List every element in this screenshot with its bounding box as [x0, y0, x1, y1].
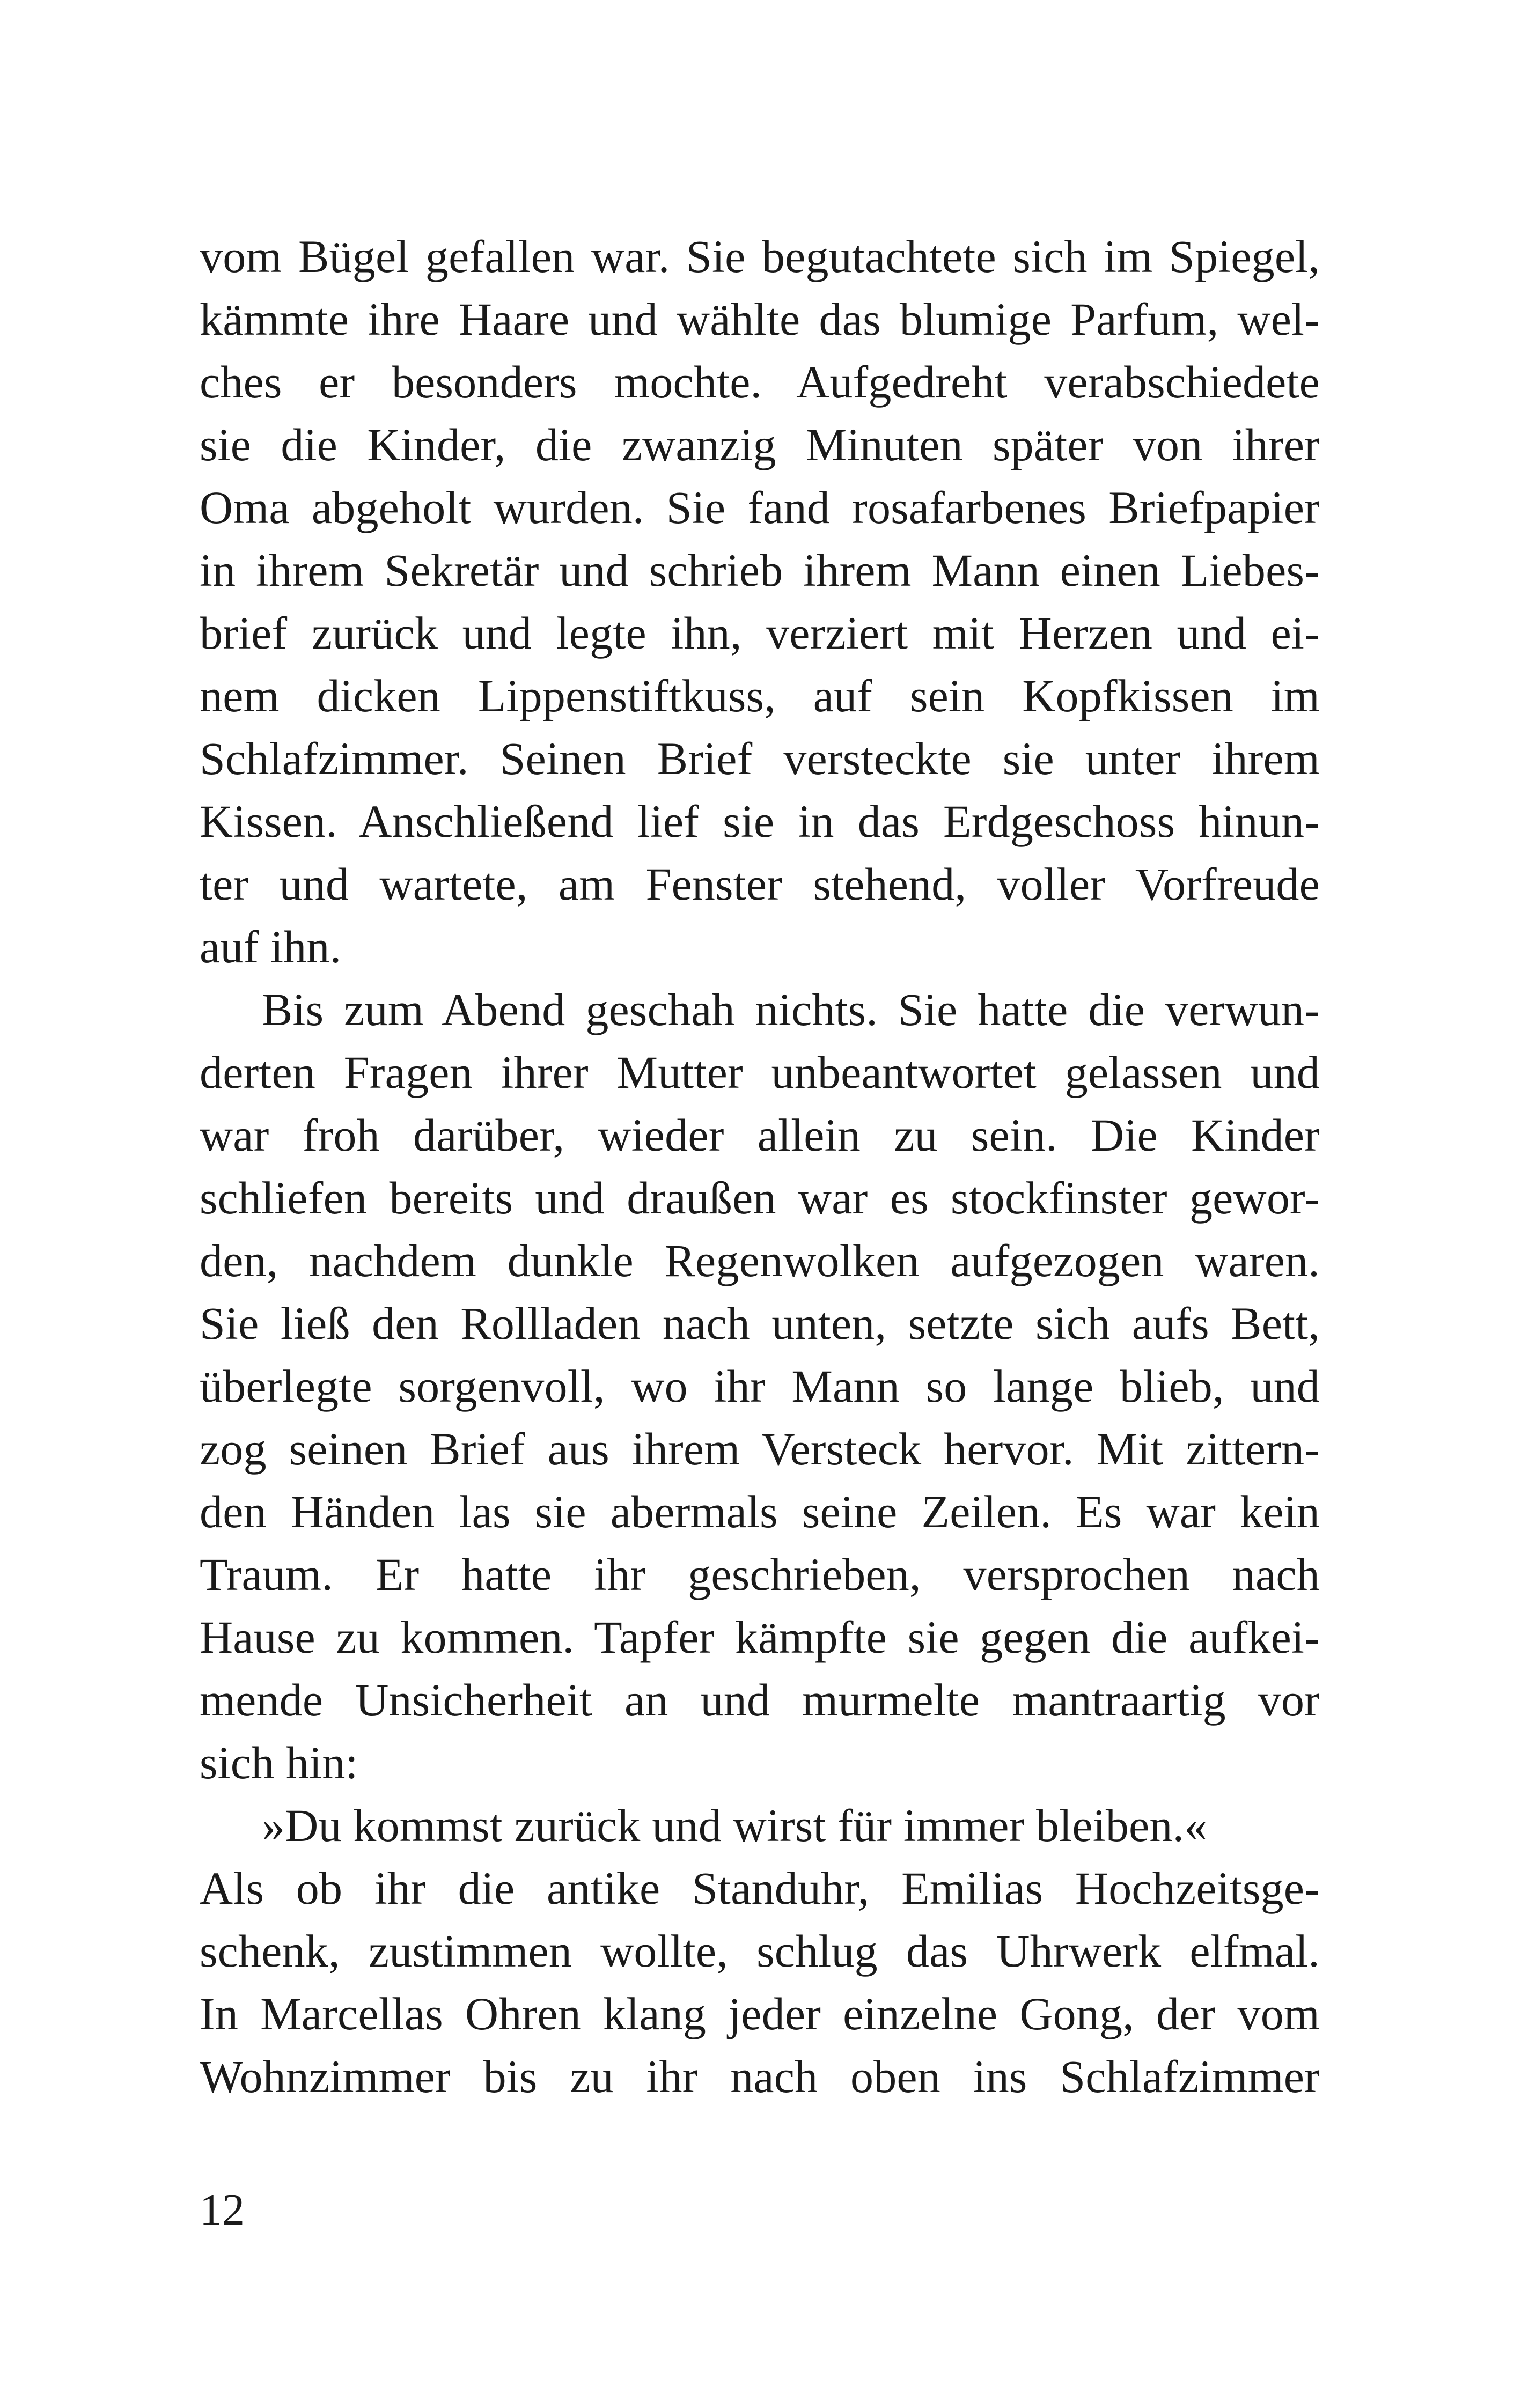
text-line: schenk, zustimmen wollte, schlug das Uhrwerk elfmal.	[200, 1925, 1320, 1977]
text-line: nem dicken Lippenstiftkuss, auf sein Kopfkissen im	[200, 670, 1320, 721]
text-line: ter und wartete, am Fenster stehend, voller Vorfreude	[200, 858, 1320, 910]
text-line: zog seinen Brief aus ihrem Versteck hervor. Mit zittern-	[200, 1423, 1320, 1475]
text-line: Traum. Er hatte ihr geschrieben, versprochen nach	[200, 1549, 1320, 1600]
text-line: war froh darüber, wieder allein zu sein. Die Kinder	[200, 1109, 1320, 1161]
text-line: überlegte sorgenvoll, wo ihr Mann so lange blieb, und	[200, 1360, 1320, 1412]
text-line: sie die Kinder, die zwanzig Minuten später von ihrer	[200, 419, 1320, 470]
text-line: sich hin:	[200, 1737, 358, 1788]
text-line: Als ob ihr die antike Standuhr, Emilias Hochzeitsge-	[200, 1862, 1320, 1914]
text-line: kämmte ihre Haare und wählte das blumige Parfum, wel-	[200, 293, 1320, 345]
paragraph	[200, 978, 1320, 1794]
paragraph	[200, 225, 1320, 978]
text-line: ches er besonders mochte. Aufgedreht verabschiedete	[200, 356, 1320, 408]
text-line: derten Fragen ihrer Mutter unbeantwortet gelassen und	[200, 1047, 1320, 1098]
text-line: mende Unsicherheit an und murmelte mantraartig vor	[200, 1674, 1320, 1726]
text-line: Wohnzimmer bis zu ihr nach oben ins Schlafzimmer	[200, 2051, 1320, 2102]
paragraph	[200, 1794, 1320, 2108]
text-line: »Du kommst zurück und wirst für immer bleiben.«	[262, 1800, 1208, 1851]
text-line: in ihrem Sekretär und schrieb ihrem Mann einen Liebes-	[200, 544, 1320, 596]
body-text	[200, 225, 1320, 2108]
text-line: Hause zu kommen. Tapfer kämpfte sie gegen die aufkei-	[200, 1611, 1320, 1663]
text-line: schliefen bereits und draußen war es stockfinster gewor-	[200, 1172, 1320, 1224]
page-number: 12	[200, 2185, 245, 2235]
text-line: Kissen. Anschließend lief sie in das Erdgeschoss hinun-	[200, 796, 1320, 847]
text-line: Schlafzimmer. Seinen Brief versteckte sie unter ihrem	[200, 733, 1320, 784]
text-line: In Marcellas Ohren klang jeder einzelne Gong, der vom	[200, 1988, 1320, 2039]
text-line: Sie ließ den Rollladen nach unten, setzte sich aufs Bett,	[200, 1298, 1320, 1349]
text-line: auf ihn.	[200, 921, 342, 973]
text-line: den, nachdem dunkle Regenwolken aufgezogen waren.	[200, 1235, 1320, 1286]
text-line: vom Bügel gefallen war. Sie begutachtete sich im Spiegel,	[200, 231, 1320, 282]
text-line: brief zurück und legte ihn, verziert mit Herzen und ei-	[200, 607, 1320, 659]
text-line: den Händen las sie abermals seine Zeilen. Es war kein	[200, 1486, 1320, 1537]
text-line: Oma abgeholt wurden. Sie fand rosafarbenes Briefpapier	[200, 482, 1320, 533]
text-line: Bis zum Abend geschah nichts. Sie hatte die verwun-	[262, 984, 1320, 1035]
